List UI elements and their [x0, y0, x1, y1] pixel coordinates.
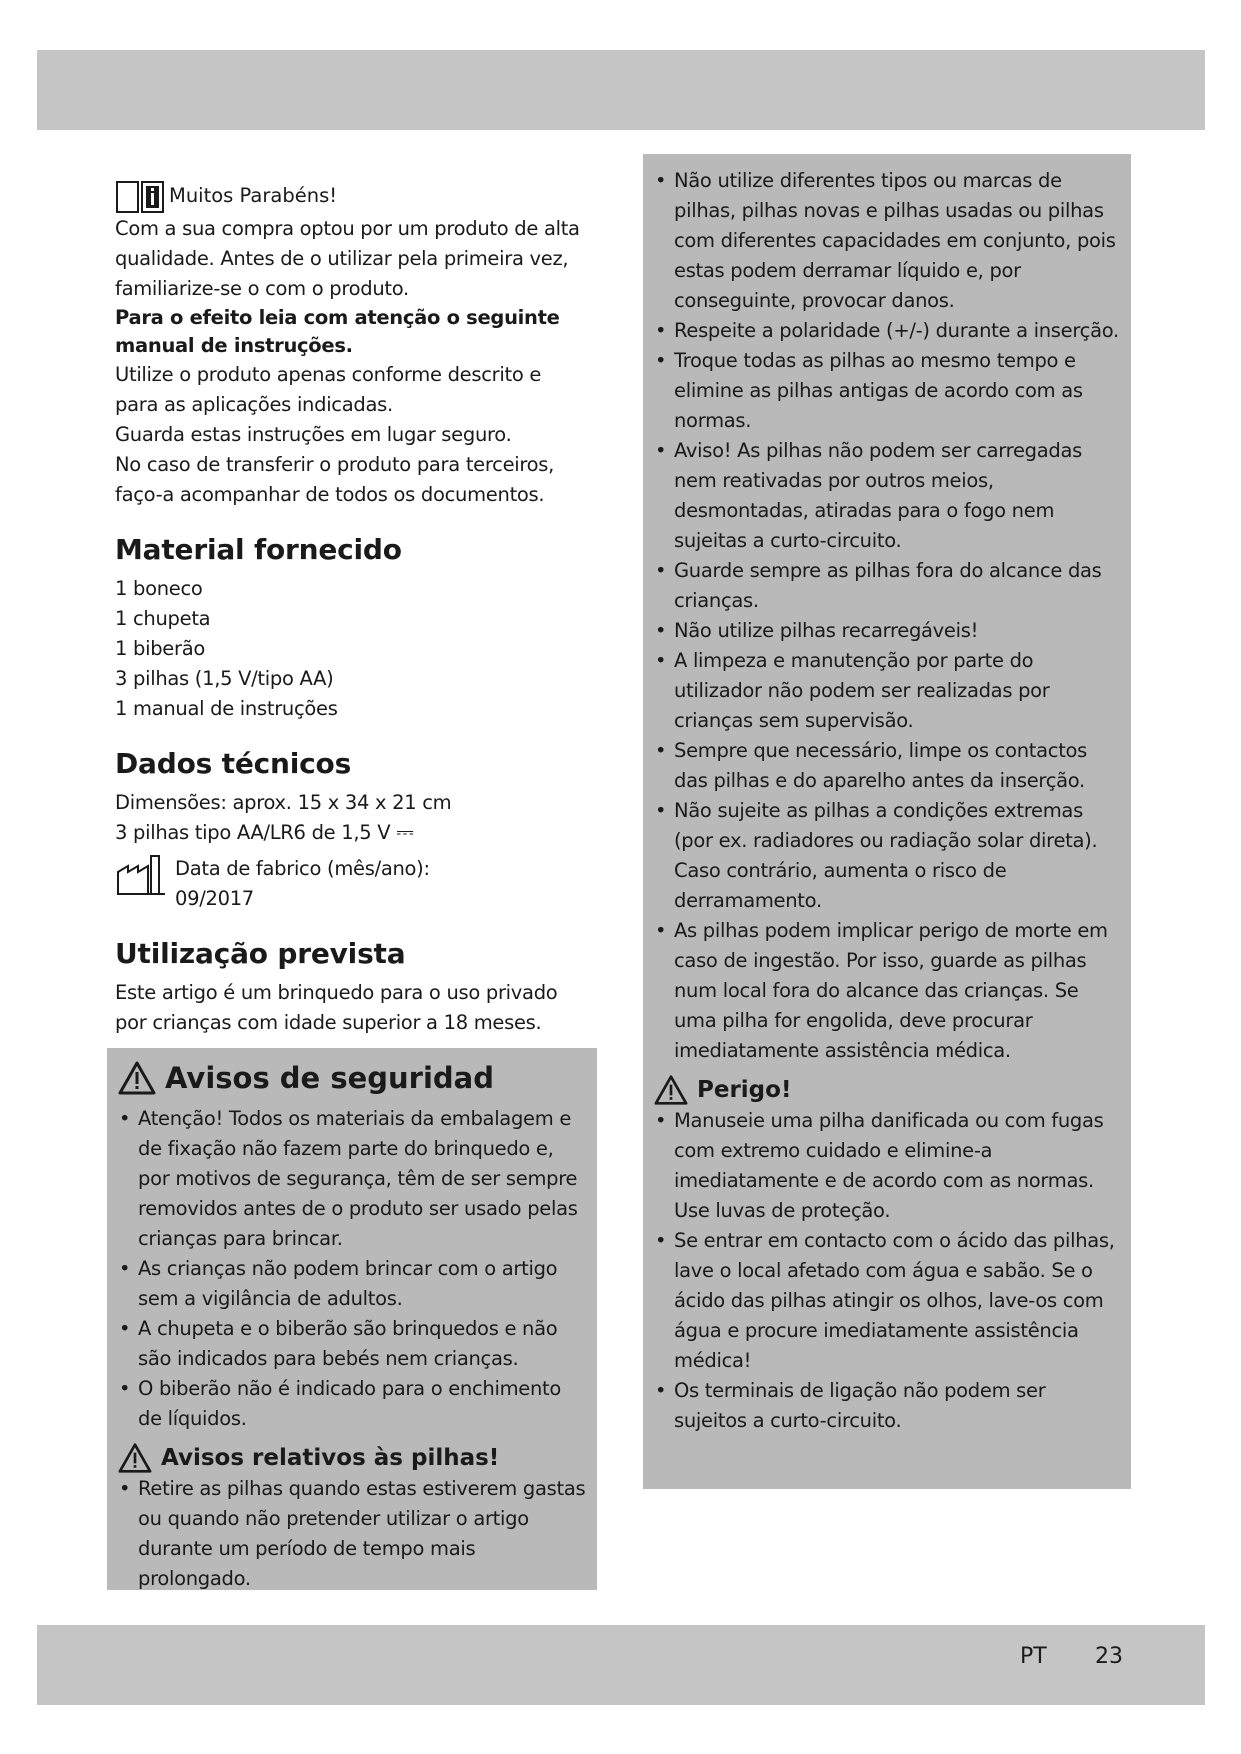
- footer-page-number: 23: [1095, 1644, 1123, 1669]
- dc-symbol-icon: ⎓: [396, 820, 414, 845]
- info-book-icon: [115, 178, 165, 214]
- safety-warning-item: • A chupeta e o biberão são brinquedos e não são indicados para bebés nem crianças.: [117, 1314, 587, 1374]
- material-item: 1 chupeta: [115, 607, 211, 630]
- material-heading: Material fornecido: [115, 533, 402, 566]
- manufacture-date: [115, 854, 590, 914]
- header-bar: [37, 50, 1205, 130]
- battery-warning-item: • Respeite a polaridade (+/-) durante a inserção.: [653, 316, 1123, 346]
- keep-instructions-paragraph: Guarda estas instruções em lugar seguro.: [115, 423, 512, 446]
- safety-warning-item: • As crianças não podem brincar com o artigo sem a vigilância de adultos.: [117, 1254, 587, 1314]
- warning-triangle-icon: [117, 1060, 157, 1096]
- greeting-text: Muitos Parabéns!: [169, 184, 338, 207]
- dados-heading: Dados técnicos: [115, 747, 352, 780]
- batteries-spec: [115, 818, 590, 848]
- safety-warnings-list: [117, 1104, 587, 1434]
- left-column: [115, 178, 590, 1038]
- warning-triangle-icon: [653, 1074, 689, 1106]
- material-item: 3 pilhas (1,5 V/tipo AA): [115, 667, 334, 690]
- material-item: 1 manual de instruções: [115, 697, 338, 720]
- safety-warning-item: • O biberão não é indicado para o enchimento de líquidos.: [117, 1374, 587, 1434]
- battery-warnings-list-right: [653, 166, 1123, 1066]
- intro-heading: [115, 178, 590, 214]
- factory-icon: [115, 854, 167, 898]
- intro-paragraph: Com a sua compra optou por um produto de alta qualidade. Antes de o utilizar pela primeira vez, familiarize-se o com o produto.: [115, 217, 580, 300]
- danger-title: [653, 1074, 1123, 1106]
- battery-warning-item: • Sempre que necessário, limpe os contactos das pilhas e do aparelho antes da inserção.: [653, 736, 1123, 796]
- danger-item: • Os terminais de ligação não podem ser sujeitos a curto-circuito.: [653, 1376, 1123, 1436]
- batteries-spec-text: 3 pilhas tipo AA/LR6 de 1,5 V: [115, 821, 391, 844]
- danger-item: • Se entrar em contacto com o ácido das pilhas, lave o local afetado com água e sabão. Se o ácido das pilhas atingir os olhos, lave-os com água e procure imediatamente assistência médica!: [653, 1226, 1123, 1376]
- battery-warning-item: • Retire as pilhas quando estas estiverem gastas ou quando não pretender utilizar o artigo durante um período de tempo mais prolongado.: [117, 1474, 587, 1594]
- battery-warning-item: • Não utilize pilhas recarregáveis!: [653, 616, 1123, 646]
- danger-title-text: Perigo!: [697, 1077, 792, 1103]
- danger-list: [653, 1106, 1123, 1436]
- dimensions-text: Dimensões: aprox. 15 x 34 x 21 cm: [115, 791, 452, 814]
- utilizacao-text: Este artigo é um brinquedo para o uso privado por crianças com idade superior a 18 meses.: [115, 981, 558, 1034]
- utilizacao-heading: Utilização prevista: [115, 937, 406, 970]
- danger-item: • Manuseie uma pilha danificada ou com fugas com extremo cuidado e elimine-a imediatamente e de acordo com as normas. Use luvas de proteção.: [653, 1106, 1123, 1226]
- material-list: [115, 574, 590, 724]
- battery-warning-item: • Aviso! As pilhas não podem ser carregadas nem reativadas por outros meios, desmontadas, atiradas para o fogo nem sujeitas a curto-circuito.: [653, 436, 1123, 556]
- battery-warning-item: • Troque todas as pilhas ao mesmo tempo e elimine as pilhas antigas de acordo com as normas.: [653, 346, 1123, 436]
- manufacture-date-value: 09/2017: [175, 887, 254, 910]
- battery-warnings-box: [643, 154, 1131, 1489]
- battery-warnings-list-left: [117, 1474, 587, 1594]
- battery-warnings-title-text: Avisos relativos às pilhas!: [161, 1445, 500, 1471]
- manufacture-date-label: Data de fabrico (mês/ano):: [175, 857, 430, 880]
- manufacture-date-text: [175, 854, 430, 914]
- warning-triangle-icon: [117, 1442, 153, 1474]
- material-item: 1 boneco: [115, 577, 203, 600]
- safety-warnings-title-text: Avisos de seguridad: [165, 1061, 494, 1095]
- battery-warnings-title: [117, 1442, 587, 1474]
- usage-paragraph: Utilize o produto apenas conforme descrito e para as aplicações indicadas.: [115, 363, 542, 416]
- battery-warning-item: • Não sujeite as pilhas a condições extremas (por ex. radiadores ou radiação solar direta). Caso contrário, aumenta o risco de derramamento.: [653, 796, 1123, 916]
- transfer-paragraph: No caso de transferir o produto para terceiros, faço-a acompanhar de todos os documentos.: [115, 453, 555, 506]
- battery-warning-item: • As pilhas podem implicar perigo de morte em caso de ingestão. Por isso, guarde as pilhas num local fora do alcance das crianças. Se uma pilha for engolida, deve procurar imediatamente assistência médica.: [653, 916, 1123, 1066]
- battery-warning-item: • A limpeza e manutenção por parte do utilizador não podem ser realizadas por crianças sem supervisão.: [653, 646, 1123, 736]
- safety-warnings-box: [107, 1048, 597, 1590]
- safety-warnings-title: [117, 1058, 587, 1098]
- material-item: 1 biberão: [115, 637, 205, 660]
- safety-warning-item: • Atenção! Todos os materiais da embalagem e de fixação não fazem parte do brinquedo e, por motivos de segurança, têm de ser sempre removidos antes de o produto ser usado pelas crianças para brincar.: [117, 1104, 587, 1254]
- battery-warning-item: • Não utilize diferentes tipos ou marcas de pilhas, pilhas novas e pilhas usadas ou pilhas com diferentes capacidades em conjunto, pois estas podem derramar líquido e, por conseguinte, provocar danos.: [653, 166, 1123, 316]
- footer-language: PT: [1020, 1644, 1047, 1669]
- battery-warning-item: • Guarde sempre as pilhas fora do alcance das crianças.: [653, 556, 1123, 616]
- intro-bold-paragraph: Para o efeito leia com atenção o seguinte manual de instruções.: [115, 306, 560, 357]
